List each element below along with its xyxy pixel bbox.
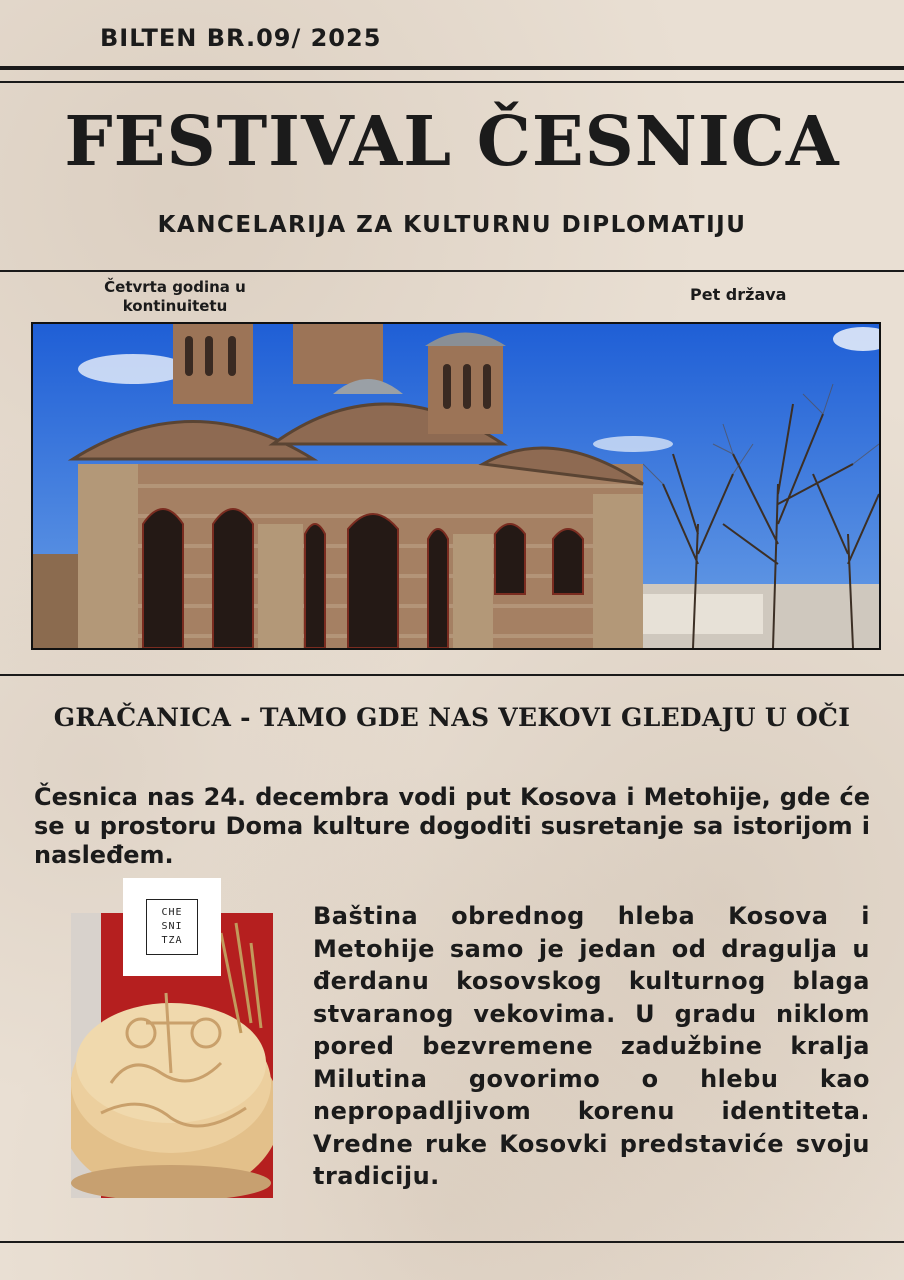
article-lead: Česnica nas 24. decembra vodi put Kosova i Metohije, gde će se u prostoru Doma kulture dogoditi susretanje sa istorijom i nasleđem. [34,783,870,869]
logo-line2: SNI [161,921,183,932]
top-rule-thin [0,81,904,83]
fact-years [80,278,270,316]
header-bottom-rule [0,270,904,272]
page-subtitle: KANCELARIJA ZA KULTURNU DIPLOMATIJU [157,212,747,238]
logo-line1: CHE [161,907,183,918]
article-headline: GRAČANICA - TAMO GDE NAS VEKOVI GLEDAJU U OČI [53,703,851,732]
photo-bottom-rule [0,674,904,676]
footer-rule [0,1241,904,1243]
chesnitza-logo [123,878,221,976]
article-body: Baština obrednog hleba Kosova i Metohije samo je jedan od dragulja u đerdanu kosovskog kulturnog blaga stvaranog vekovima. U gradu niklom pored bezvremene zadužbine kralja Milutina govorimo o hlebu kao nepropadljivom korenu identiteta. Vredne ruke Kosovki predstaviće svoju tradiciju. [313,902,870,1190]
page-title: FESTIVAL ČESNICA [64,102,840,182]
fact-countries: Pet država [690,285,787,304]
fact-years-line2: kontinuitetu [122,297,228,315]
monastery-photo [31,322,881,650]
top-rule-thick [0,66,904,70]
bulletin-number: BILTEN BR.09/ 2025 [100,24,382,52]
fact-years-line1: Četvrta godina u [104,278,246,296]
logo-line3: TZA [161,935,183,946]
